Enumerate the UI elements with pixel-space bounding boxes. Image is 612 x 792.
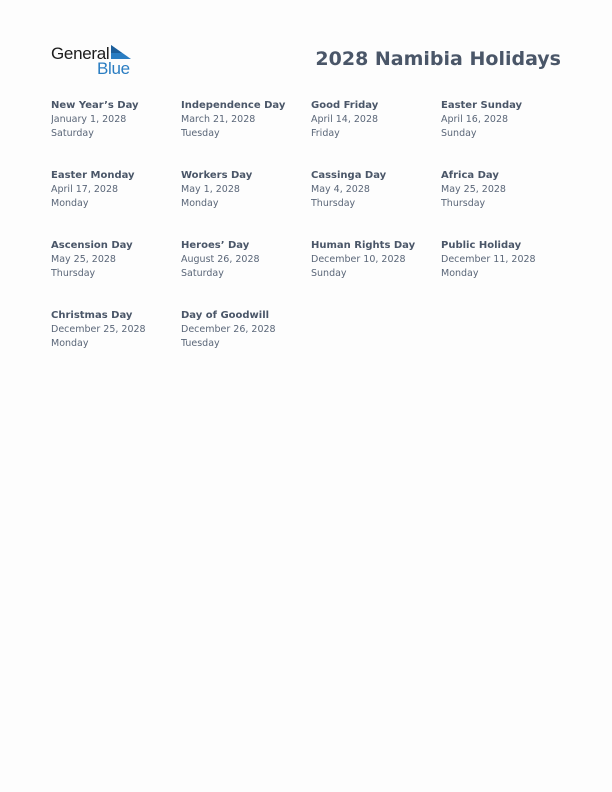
holiday-date: December 10, 2028 [311, 253, 406, 265]
holiday-date: January 1, 2028 [51, 113, 127, 125]
holiday-weekday: Thursday [51, 267, 96, 279]
holiday-name: Independence Day [181, 100, 286, 111]
holiday-name: Christmas Day [51, 310, 133, 321]
holiday-item [441, 239, 571, 309]
brand-word-blue: Blue [97, 59, 130, 78]
holiday-grid [51, 99, 571, 379]
holiday-date: May 1, 2028 [181, 183, 240, 195]
holiday-weekday: Monday [51, 197, 89, 209]
holiday-date: March 21, 2028 [181, 113, 256, 125]
holiday-name: Public Holiday [441, 240, 522, 251]
holiday-weekday: Monday [441, 267, 479, 279]
holiday-date: May 25, 2028 [51, 253, 116, 265]
holiday-date: December 25, 2028 [51, 323, 146, 335]
holiday-weekday: Saturday [51, 127, 94, 139]
holiday-weekday: Friday [311, 127, 340, 139]
holiday-name: Ascension Day [51, 240, 133, 251]
holiday-weekday: Sunday [311, 267, 347, 279]
holiday-date: December 26, 2028 [181, 323, 276, 335]
holiday-name: Day of Goodwill [181, 310, 270, 321]
holiday-name: Africa Day [441, 170, 499, 181]
holiday-item [441, 99, 571, 169]
holiday-date: April 14, 2028 [311, 113, 379, 125]
holiday-item [441, 169, 571, 239]
holiday-item [181, 169, 311, 239]
holiday-item [311, 239, 441, 309]
blue-triangle-flag-icon [110, 45, 131, 60]
holiday-weekday: Monday [51, 337, 89, 349]
holiday-name: Cassinga Day [311, 170, 387, 181]
holiday-name: Workers Day [181, 170, 253, 181]
holiday-item [181, 99, 311, 169]
holiday-name: Easter Monday [51, 170, 135, 181]
holiday-weekday: Tuesday [181, 337, 220, 349]
holiday-item [51, 169, 181, 239]
holiday-name: New Year’s Day [51, 100, 139, 111]
holiday-date: May 4, 2028 [311, 183, 370, 195]
holiday-date: August 26, 2028 [181, 253, 260, 265]
holiday-name: Heroes’ Day [181, 240, 250, 251]
holiday-name: Good Friday [311, 100, 379, 111]
brand-logo [51, 44, 141, 80]
page-title: 2028 Namibia Holidays [315, 48, 561, 70]
holiday-item [51, 239, 181, 309]
holiday-item [311, 169, 441, 239]
holiday-weekday: Sunday [441, 127, 477, 139]
holiday-item [181, 239, 311, 309]
holiday-weekday: Tuesday [181, 127, 220, 139]
holiday-date: December 11, 2028 [441, 253, 536, 265]
holiday-weekday: Thursday [441, 197, 486, 209]
holiday-name: Easter Sunday [441, 100, 523, 111]
holiday-weekday: Monday [181, 197, 219, 209]
holiday-date: April 17, 2028 [51, 183, 119, 195]
holiday-date: April 16, 2028 [441, 113, 509, 125]
holiday-item [51, 309, 181, 379]
holiday-weekday: Thursday [311, 197, 356, 209]
holiday-date: May 25, 2028 [441, 183, 506, 195]
holiday-item [51, 99, 181, 169]
holiday-name: Human Rights Day [311, 240, 416, 251]
brand-word-general: General [51, 44, 110, 63]
holiday-item [181, 309, 311, 379]
holiday-item [311, 99, 441, 169]
holiday-weekday: Saturday [181, 267, 224, 279]
